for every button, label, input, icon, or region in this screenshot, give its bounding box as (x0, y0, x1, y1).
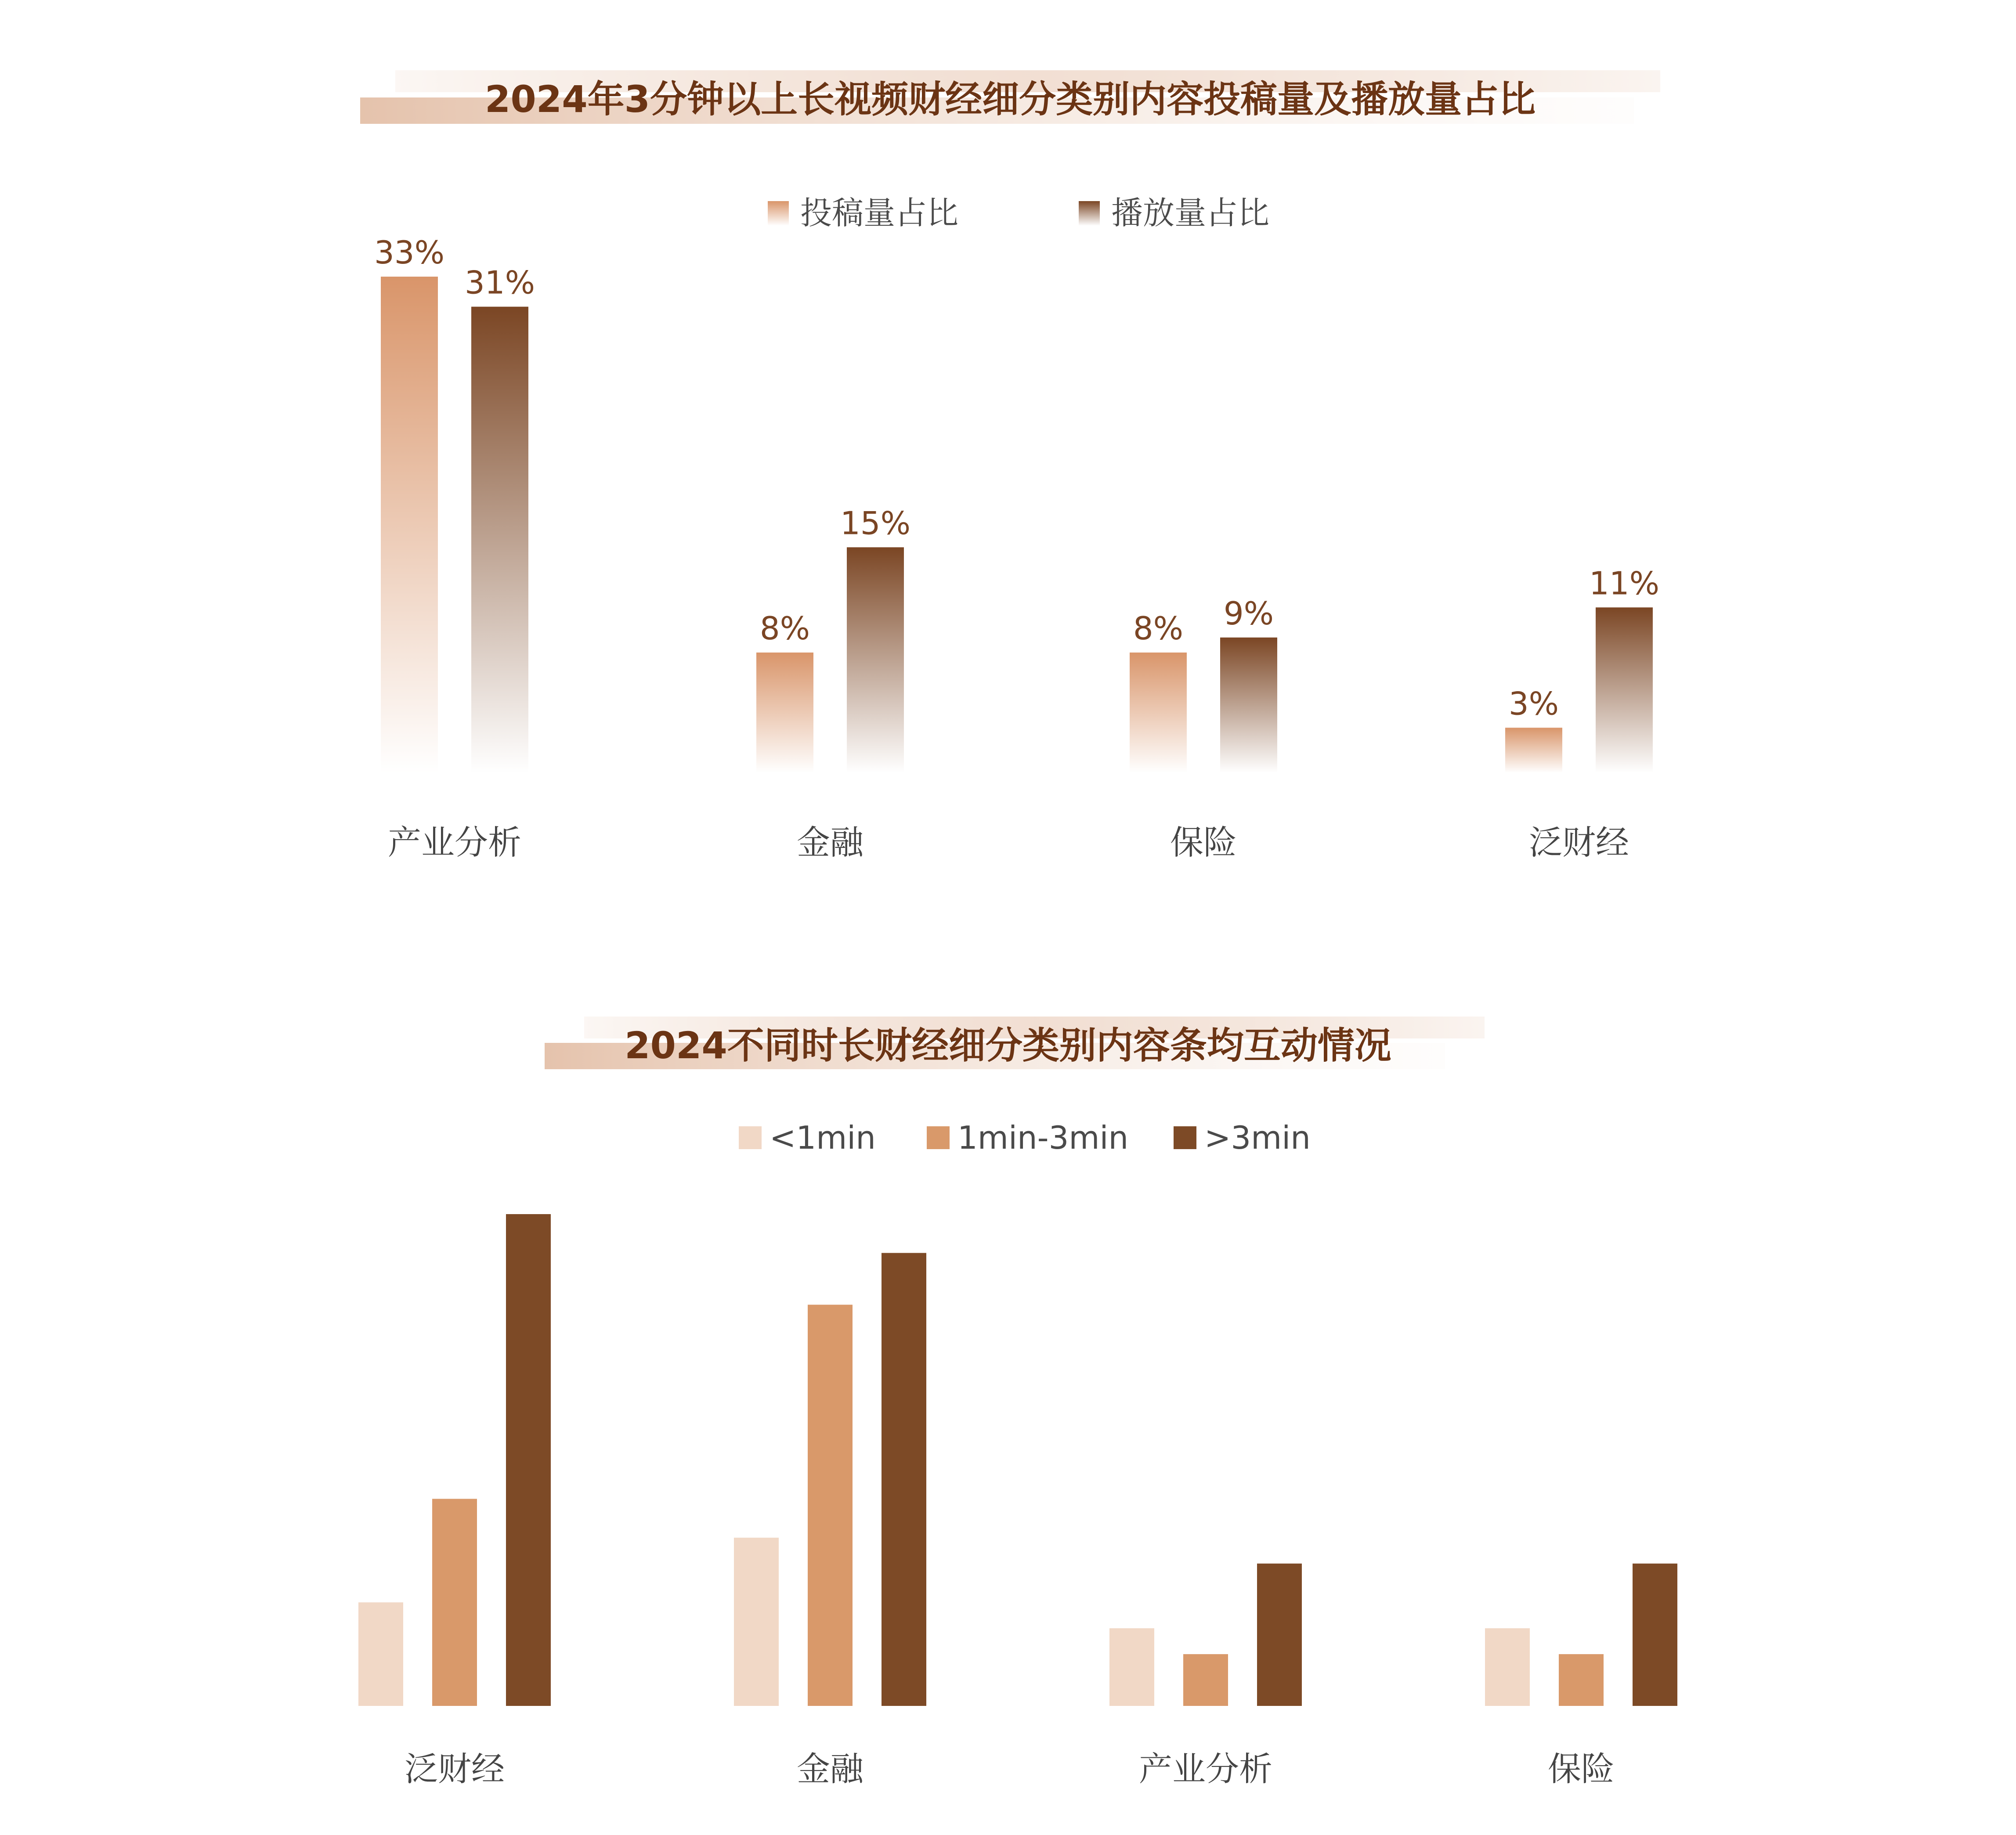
value-label-submit-2: 8% (1133, 610, 1184, 647)
bar-lt1min-1 (734, 1538, 779, 1706)
legend-swatch-lt1min (739, 1126, 762, 1149)
legend-swatch-play (1079, 201, 1100, 226)
bar-play-0 (471, 306, 528, 773)
chart1-bars (381, 277, 1653, 773)
bar-1-3min-1 (808, 1305, 853, 1706)
value-label-play-0: 31% (464, 264, 535, 301)
bar-lt1min-2 (1109, 1628, 1154, 1706)
bar-play-2 (1220, 638, 1277, 773)
bar-gt3min-2 (1257, 1564, 1302, 1706)
category-label-2: 产业分析 (1139, 1749, 1272, 1788)
category-label-1: 金融 (797, 823, 863, 862)
value-label-play-3: 11% (1589, 565, 1660, 602)
bar-gt3min-0 (506, 1214, 551, 1706)
category-label-3: 保险 (1548, 1749, 1615, 1788)
legend-swatch-gt3min (1174, 1126, 1196, 1149)
legend-label-1-3min: 1min-3min (957, 1119, 1129, 1156)
legend-item-gt3min (1174, 1119, 1311, 1156)
category-label-1: 金融 (797, 1749, 863, 1788)
chart2-bars (358, 1214, 1677, 1706)
bar-gt3min-1 (882, 1253, 926, 1706)
legend-label-gt3min: >3min (1204, 1119, 1311, 1156)
chart1-legend (768, 195, 1269, 231)
value-label-submit-1: 8% (759, 610, 810, 647)
bar-lt1min-3 (1485, 1628, 1530, 1706)
chart1-title: 2024年3分钟以上长视频财经细分类别内容投稿量及播放量占比 (484, 78, 1536, 121)
value-label-play-1: 15% (840, 505, 911, 542)
bar-submit-2 (1130, 653, 1187, 773)
bar-submit-3 (1505, 728, 1562, 773)
legend-label-submit: 投稿量占比 (800, 195, 959, 231)
legend-item-submit (768, 195, 958, 231)
category-label-3: 泛财经 (1529, 823, 1629, 862)
value-label-play-2: 9% (1223, 595, 1274, 632)
bar-play-1 (847, 547, 904, 773)
bar-1-3min-2 (1183, 1654, 1228, 1706)
bar-1-3min-3 (1559, 1654, 1604, 1706)
bar-submit-1 (756, 653, 813, 773)
legend-item-play (1079, 195, 1269, 231)
category-label-0: 产业分析 (388, 823, 521, 862)
value-label-submit-3: 3% (1508, 685, 1559, 722)
legend-swatch-1-3min (927, 1126, 950, 1149)
bar-gt3min-3 (1633, 1564, 1677, 1706)
bar-submit-0 (381, 277, 438, 773)
chart1-categories (388, 823, 1629, 862)
bar-play-3 (1596, 607, 1653, 773)
category-label-2: 保险 (1170, 823, 1237, 862)
chart1-value-labels (374, 234, 1659, 722)
value-label-submit-0: 33% (374, 234, 445, 271)
category-label-0: 泛财经 (405, 1749, 505, 1788)
legend-item-lt1min (739, 1119, 876, 1156)
chart2-legend (739, 1119, 1311, 1156)
chart2-title: 2024不同时长财经细分类别内容条均互动情况 (625, 1024, 1391, 1067)
bar-1-3min-0 (432, 1499, 477, 1706)
legend-item-1-3min (927, 1119, 1128, 1156)
legend-label-lt1min: <1min (770, 1119, 876, 1156)
legend-swatch-submit (768, 201, 789, 226)
chart2-categories (405, 1749, 1615, 1788)
bar-lt1min-0 (358, 1602, 403, 1706)
legend-label-play: 播放量占比 (1111, 195, 1270, 231)
